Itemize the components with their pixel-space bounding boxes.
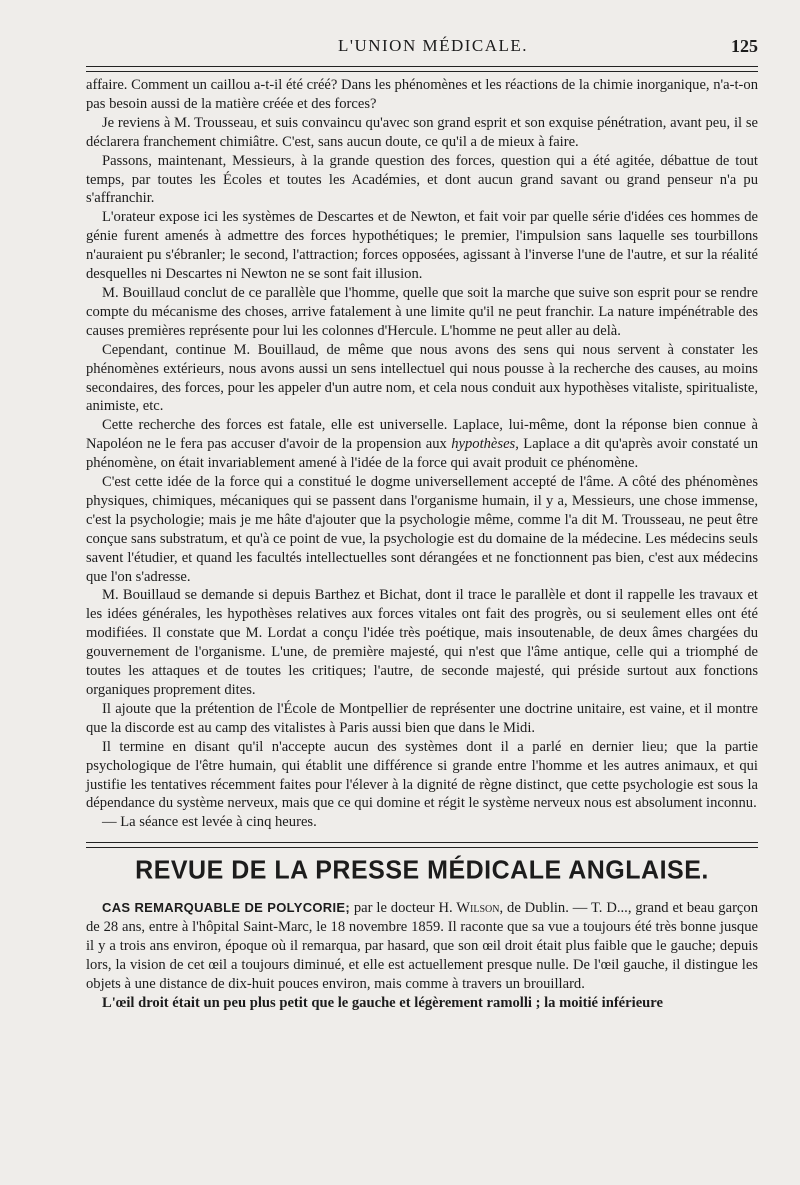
article-body	[86, 76, 758, 832]
paragraph: Je reviens à M. Trousseau, et suis convaincu qu'avec son grand esprit et son exquise pénétration, avant peu, il se déclarera franchement chimiâtre. C'est, sans aucun doute, ce qu'il a de mieux à faire.	[86, 114, 758, 150]
paragraph: C'est cette idée de la force qui a constitué le dogme universellement accepté de l'âme. A côté des phénomènes physiques, chimiques, mécaniques qui se passent dans l'organisme humain, il y a, Messieurs, une chose immense, c'est la psychologie; mais je me hâte d'ajouter que la psychologie même, comme l'a dit M. Trousseau, ne peut être conçue sans substratum, et qu'à ce point de vue, la psychologie est du domaine de la médecine. Les médecins seuls savent l'étudier, et quand les facultés intellectuelles sont dérangées et ne fonctionnent pas bien, c'est aux médecins que l'on s'adresse.	[86, 474, 758, 585]
paragraph: Il termine en disant qu'il n'accepte aucun des systèmes dont il a parlé en dernier lieu; que la partie psychologique de l'être humain, qui établit une différence si grande entre l'homme et les autres animaux, et qui justifie les tentatives récemment faites pour l'élever à la dignité de règne distinct, que cette psychologie est sous la dépendance du système nerveux, mais que ce qui domine et régit le système nerveux nous est absolument inconnu.	[86, 738, 758, 812]
case-heading: CAS REMARQUABLE DE POLYCORIE;	[102, 900, 350, 916]
paragraph: Cependant, continue M. Bouillaud, de même que nous avons des sens qui nous servent à constater les phénomènes extérieurs, nous avons aussi un sens intellectuel qui nous pousse à la recherche des causes, au moins secondaires, des forces, pour les appeler d'un autre nom, et cela nous conduit aux hypothèses vitaliste, spiritualiste, animiste, etc.	[86, 341, 758, 415]
case-author: H. Wilson	[438, 900, 500, 917]
paragraph: L'orateur expose ici les systèmes de Descartes et de Newton, et fait voir par quelle série d'idées ces hommes de génie furent amenés à admettre des forces hypothétiques; le premier, l'impulsion sans laquelle ses tourbillons n'auraient pu s'ébranler; le second, l'attraction; forces opposées, agissant à l'inverse l'une de l'autre, et sur la réalité desquelles ni Descartes ni Newton ne se sont fait illusion.	[86, 209, 758, 283]
case-paragraph	[86, 899, 758, 994]
case-last-line: L'œil droit était un peu plus petit que le gauche et légèrement ramolli ; la moitié inférieure	[102, 994, 663, 1011]
paragraph	[86, 416, 758, 473]
header-rule	[86, 66, 758, 72]
case-by: par le docteur	[350, 900, 439, 917]
section-separator	[86, 842, 758, 848]
running-title: L'UNION MÉDICALE.	[338, 36, 529, 55]
case-text: , de Dublin. — T. D..., grand et beau garçon de 28 ans, entre à l'hôpital Saint-Marc, le 18 novembre 1859. Il raconte que sa vue a toujours été très bonne jusque il y a trois ans environ, époque où il remarqua, par hasard, que son œil droit était plus faible que le gauche; depuis lors, la vision de cet œil a toujours diminué, et elle est actuellement presque nulle. De l'œil gauche, il distingue les objets à une distance de dix-huit pouces environ, mais comme à travers un brouillard.	[86, 900, 759, 992]
page-number: 125	[731, 36, 758, 56]
paragraph: affaire. Comment un caillou a-t-il été créé? Dans les phénomènes et les réactions de la chimie inorganique, n'a-t-on pas besoin aussi de la matière créée et des forces?	[86, 77, 758, 112]
case-report	[86, 899, 758, 1012]
closing-line: — La séance est levée à cinq heures.	[102, 814, 317, 831]
paragraph: M. Bouillaud conclut de ce parallèle que l'homme, quelle que soit la marche que suive son esprit pour se rendre compte du mécanisme des choses, arrive fatalement à une limite qu'il ne peut franchir. La nature impénétrable des causes premières représente pour lui les colonnes d'Hercule. L'homme ne peut aller au delà.	[86, 284, 758, 339]
page-header	[86, 30, 758, 60]
paragraph-text: Cette recherche des forces est fatale, elle est universelle. Laplace, lui-même, dont la réponse bien connue à Napoléon ne le fera pas accuser d'avoir de la propension aux	[86, 417, 758, 453]
section-title: REVUE DE LA PRESSE MÉDICALE ANGLAISE.	[135, 855, 709, 885]
paragraph: Il ajoute que la prétention de l'École de Montpellier de représenter une doctrine unitaire, est vaine, et il montre que la discorde est au camp des vitalistes à Paris aussi bien que dans le Midi.	[86, 700, 758, 736]
paragraph: Passons, maintenant, Messieurs, à la grande question des forces, question qui a été agitée, débattue de tout temps, par toutes les Écoles et toutes les Académies, et dont aucun grand savant ou grand penseur n'a pu s'affranchir.	[86, 152, 758, 207]
paragraph: M. Bouillaud se demande si depuis Barthez et Bichat, dont il trace le parallèle et dont il rappelle les travaux et les idées générales, les hypothèses relatives aux forces vitales ont fait des progrès, ou si seulement elles ont été modifiées. Il constate que M. Lordat a conçu l'idée très poétique, mais insoutenable, de deux âmes chargées du gouvernement de l'organisme. L'une, de première majesté, qui n'est que l'âme antique, celle qui a triomphé de toutes les attaques et de toutes les critiques; l'autre, de seconde majesté, qui préside surtout aux fonctions organiques proprement dites.	[86, 587, 758, 698]
emphasis-text: hypothèses	[451, 436, 516, 453]
paragraph-text: , Laplace a dit qu'après avoir constaté un phénomène, on était invariablement amené à l'idée de la force qui avait produit ce phénomène.	[86, 436, 758, 472]
